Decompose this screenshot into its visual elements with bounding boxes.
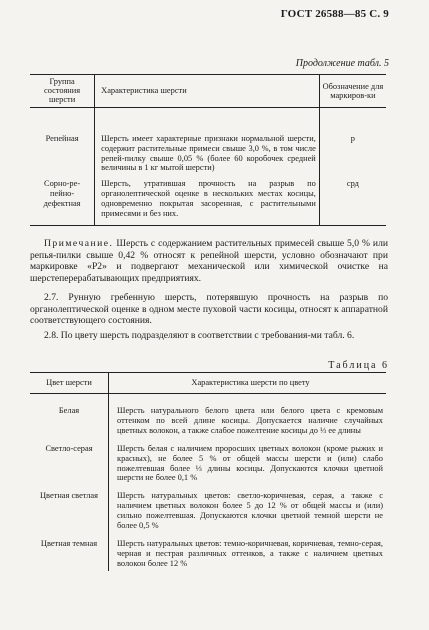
- table6-header-color: Цвет шерсти: [30, 373, 109, 394]
- table5-desc-cell: Шерсть, утратившая прочность на разрыв по органолептической оценке в нескольких местах косицы, одновременно покрытая засоренная, с растительными примесями и без них.: [95, 175, 320, 225]
- table5-header-desc: Характеристика шерсти: [95, 75, 320, 108]
- table-6: [30, 372, 386, 571]
- paragraph-2-8: [30, 330, 388, 342]
- table6-color-cell: Цветная светлая: [39, 491, 98, 501]
- table-row: [30, 485, 386, 533]
- table-continuation-label: Продолжение табл. 5: [295, 58, 389, 69]
- table6-desc-cell: Шерсть белая с наличием проросших цветных волокон (кроме рыжих и красных), не более 5 % от общей массы шерсти и (или) слабо пожелтевшая более ⅓ длины косицы. Допускаются клочки цветной шерсти не более 0,1 %: [109, 438, 387, 486]
- table-row: [30, 394, 386, 438]
- paragraph-2-7: [30, 292, 388, 327]
- table6-desc-cell: Шерсть натуральных цветов: темно-коричневая, коричневая, темно-серая, черная и пестрая различных оттенков, а также с наличием цветных волокон более 12 %: [109, 533, 387, 571]
- table-row: [30, 175, 386, 225]
- table6-header-desc: Характеристика шерсти по цвету: [109, 373, 387, 394]
- table5-code-cell: срд: [319, 175, 386, 225]
- paragraph-2-8-text: 2.8. По цвету шерсть подразделяют в соответствии с требования-ми табл. 6.: [44, 330, 355, 341]
- table6-color-cell: Светло-серая: [45, 443, 93, 453]
- table-5: [30, 74, 386, 226]
- note-paragraph: [30, 238, 388, 285]
- table5-group-cell: Сорно-ре-пейно-дефектная: [30, 175, 95, 225]
- table5-desc-cell: Шерсть имеет характерные признаки нормальной шерсти, содержит растительные примеси свыше 3,0 %, в том числе репей-пилку свыше 0,05 % (более 60 коробочек средней величины в 1 кг мытой шерсти): [95, 107, 320, 175]
- table6-color-cell: Белая: [58, 406, 80, 415]
- table5-group-cell: Репейная: [45, 133, 79, 143]
- table-row: [30, 533, 386, 571]
- table-6-caption: Таблица 6: [328, 360, 389, 371]
- note-label: Примечание.: [44, 238, 114, 249]
- table6-desc-cell: Шерсть натуральных цветов: светло-коричневая, серая, а также с наличием цветных волокон более 5 до 12 % от общей массы и (или) сильно пожелтевшая. Допускаются клочки цветной темной шерсти не более 0,5 %: [109, 485, 387, 533]
- table6-color-cell: Цветная темная: [40, 538, 98, 548]
- table6-desc-cell: Шерсть натурального белого цвета или белого цвета с кремовым оттенком по всей длине косицы. Допускается наличие случайных цветных волокон, а также слабое пожелтение косицы до ⅓ ее длины: [109, 394, 387, 438]
- paragraph-2-7-text: 2.7. Рунную гребенную шерсть, потерявшую прочность на разрыв по органолептической оценке в одном месте пуховой части косицы, относят к аппаратной соответствующего состояния.: [30, 292, 388, 327]
- table5-header-group: Группа состояния шерсти: [30, 75, 95, 108]
- table5-code-cell: р: [350, 133, 355, 143]
- page-header: ГОСТ 26588—85 С. 9: [280, 8, 389, 20]
- note-text: Шерсть с содержанием растительных примесей свыше 5,0 % или репья-пилки свыше 0,42 % относят к репейной шерсти, условно обозначают при маркировке «Р2» и подвергают механической или химической очистке на шерстеперерабатывающих предприятиях.: [30, 238, 388, 285]
- table-row: [30, 438, 386, 486]
- table5-header-code: Обозначение для маркиров-ки: [319, 75, 386, 108]
- table-row: [30, 107, 386, 175]
